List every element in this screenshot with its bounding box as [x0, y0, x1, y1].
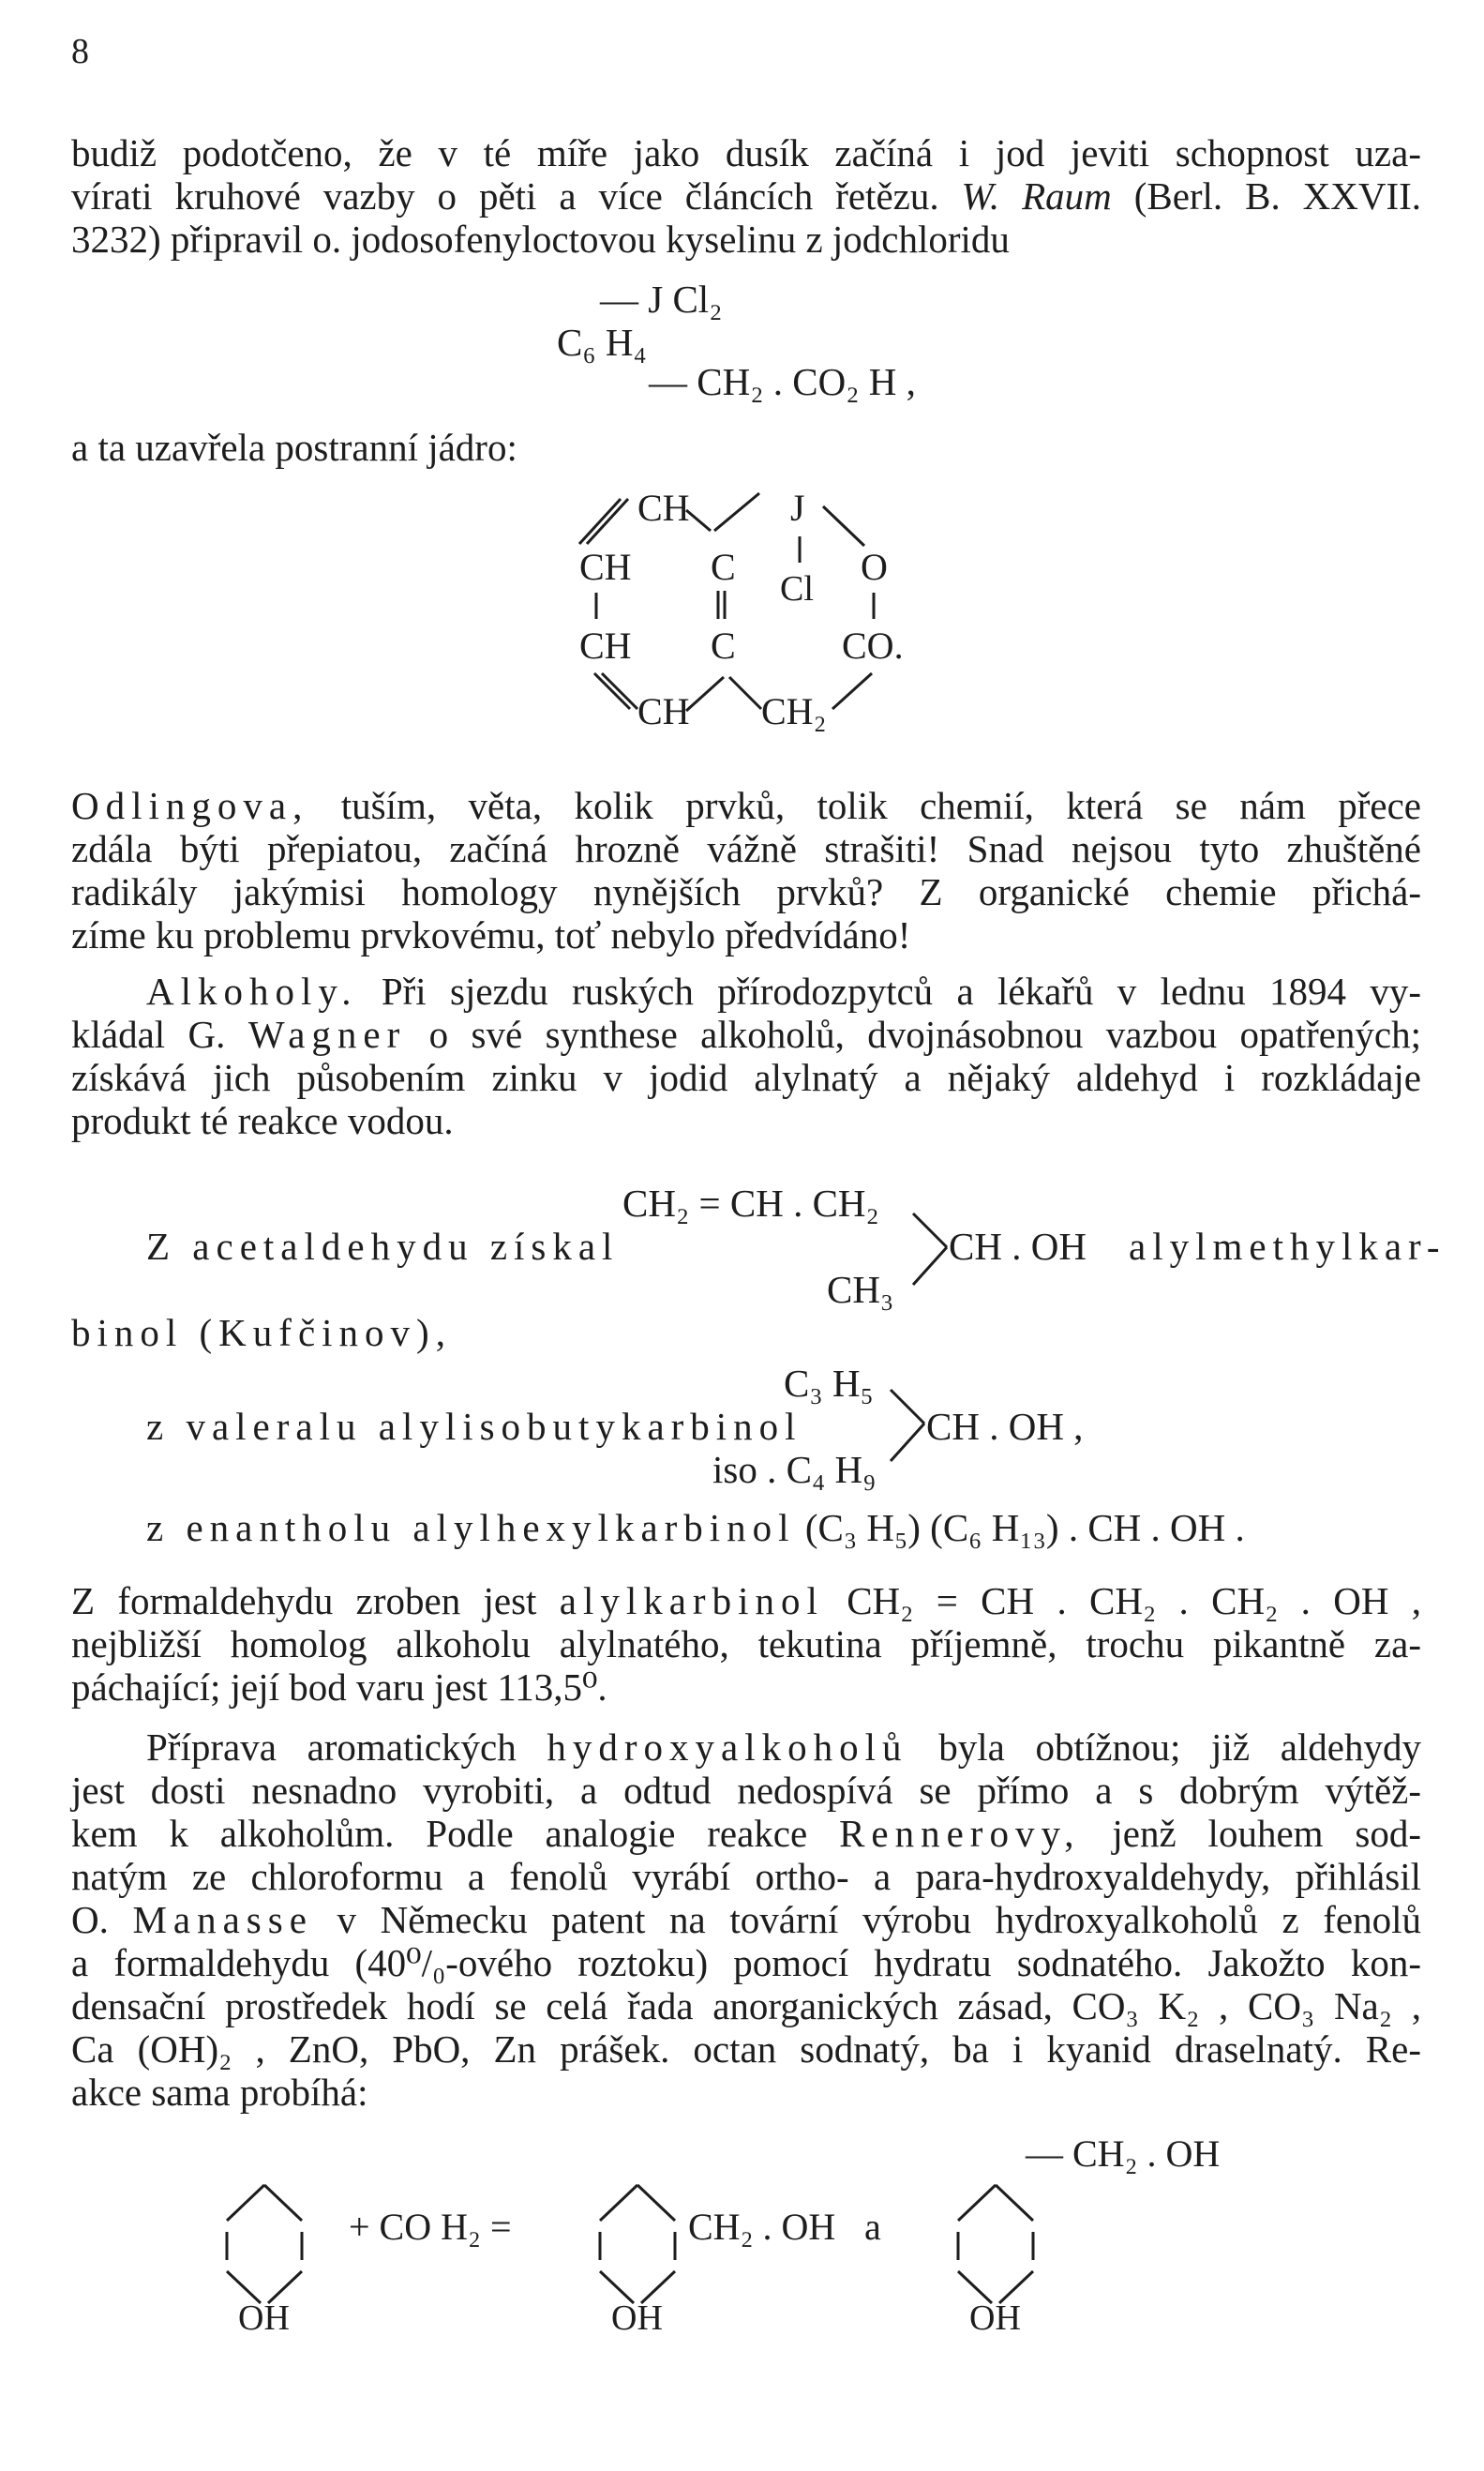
valer-bottom: iso . C₄ H₉	[712, 1448, 877, 1491]
p1-line-2: zdála býti přepiatou, začíná hrozně vážně strašiti! Snad nejsou tyto zhuštěné	[71, 827, 1421, 870]
enant-line	[146, 1506, 1245, 1549]
intro-line-1: budiž podotčeno, že v té míře jako dusík začíná i jod jeviti schopnost uza-	[71, 131, 1421, 174]
p3-line-3: páchající; její bod varu jest 113,5⁰.	[71, 1665, 607, 1709]
p4-line-5-c: v Německu patent na tovární výrobu hydroxyalkoholů z fenolů	[337, 1898, 1422, 1941]
p2-line-3: získává jich působením zinku v jodid alylnatý a nějaký aldehyd i rozkládaje	[71, 1056, 1421, 1099]
p1-line-1	[71, 784, 1421, 827]
acet-cont: binol (Kufčinov),	[71, 1311, 452, 1354]
intro-line-2	[71, 174, 1421, 218]
p1-line-4: zíme ku problemu prvkovému, toť nebylo předvídáno!	[71, 913, 911, 957]
hydroxyalkoholu: hydroxyalkoholů	[547, 1725, 908, 1769]
p4-line-9: akce sama probíhá:	[71, 2071, 368, 2114]
reaction-oh-3: OH	[969, 2298, 1021, 2335]
p4-line-8: Ca (OH)₂ , ZnO, PbO, Zn prášek. octan sodnatý, ba i kyanid draselnatý. Re-	[71, 2027, 1421, 2071]
enant-label: z enantholu alylhexylkarbinol	[146, 1506, 796, 1549]
benzene-ring-2	[600, 2185, 675, 2303]
acet-top: CH₂ = CH . CH₂	[622, 1182, 879, 1225]
ring-structure	[562, 478, 956, 760]
page-number: 8	[71, 32, 89, 71]
ring-j: J	[790, 487, 805, 529]
p4-line-3-a: kem k alkoholům. Podle analogie reakce	[71, 1812, 808, 1855]
acet-mid: CH . OH	[949, 1225, 1087, 1268]
reaction-oh-1: OH	[238, 2298, 290, 2335]
p1-line-1-text: tuším, věta, kolik prvků, tolik chemií, která se nám přece	[340, 784, 1422, 827]
p4-line-1-a: Příprava aromatických	[146, 1725, 517, 1769]
p2-line-2-c: o své synthese alkoholů, dvojnásobnou vazbou opatřených;	[428, 1013, 1422, 1056]
ring-c-lower: C	[711, 625, 736, 667]
reaction-product-1: CH₂ . OH	[688, 2206, 836, 2248]
reaction-oh-2: OH	[611, 2298, 663, 2335]
valer-label	[146, 1405, 802, 1448]
author-raum: W. Raum	[961, 174, 1112, 218]
p4-line-5	[71, 1898, 1421, 1941]
valer-mid: CH . OH ,	[926, 1405, 1084, 1448]
p2-line-2-a: kládal G.	[71, 1013, 226, 1056]
wagner: Wagner	[247, 1013, 407, 1056]
formula1-top: — J Cl₂	[600, 278, 723, 321]
p3-line-1-formula: CH₂ = CH . CH₂ . CH₂ . OH ,	[847, 1579, 1422, 1622]
intro-line-3: 3232) připravil o. jodosofenyloctovou kyselinu z jodchloridu	[71, 218, 1010, 261]
ring-o: O	[861, 546, 888, 588]
ring-ch2: CH₂	[761, 690, 827, 732]
ring-ch-top: CH	[637, 487, 690, 529]
benzene-ring-1	[227, 2185, 302, 2303]
p3-line-2: nejbližší homolog alkoholu alylnatého, tekutina příjemně, trochu pikantně za-	[71, 1622, 1421, 1665]
p4-line-6: a formaldehydu (40⁰/₀-ového roztoku) pomocí hydratu sodnatého. Jakožto kon-	[71, 1941, 1421, 1984]
p4-line-2: jest dosti nesnadno vyrobiti, a odtud nedospívá se přímo a s dobrým výtěž-	[71, 1769, 1421, 1812]
citation: (Berl. B. XXVII.	[1133, 174, 1422, 218]
acet-suffix: alylmethylkar-	[1129, 1225, 1447, 1268]
ring-ch-lower: CH	[579, 625, 632, 667]
odlingova: Odlingova,	[71, 784, 309, 827]
p3-line-1-a: Z formaldehydu zroben jest	[71, 1579, 537, 1622]
reaction-product-2: — CH₂ . OH	[1026, 2132, 1221, 2175]
intro-line-2-text: vírati kruhové vazby o pěti a více článcích řetězu.	[71, 174, 939, 218]
alkoholy-heading: Alkoholy.	[146, 970, 358, 1013]
p4-line-4: natým ze chloroformu a fenolů vyrábí ortho- a para-hydroxyaldehydy, přihlásil	[71, 1855, 1421, 1898]
closes-label: a ta uzavřela postranní jádro:	[71, 426, 517, 469]
ring-ch-left: CH	[579, 546, 632, 588]
rennerovy: Rennerovy,	[839, 1812, 1081, 1855]
reaction-scheme	[206, 2119, 1312, 2335]
ring-c-upper: C	[711, 546, 736, 588]
p4-line-3	[71, 1812, 1421, 1855]
p4-line-5-a: O.	[71, 1898, 109, 1941]
p2-line-1	[146, 970, 1421, 1013]
alylkarbinol: alylkarbinol	[559, 1579, 824, 1622]
ring-cl: Cl	[780, 569, 814, 609]
formula1-bottom: — CH₂ . CO₂ H ,	[649, 360, 916, 403]
reaction-and: a	[864, 2206, 881, 2248]
p4-line-1	[146, 1725, 1421, 1769]
valer-top: C₃ H₅	[784, 1362, 874, 1405]
valer-label-text: z valeralu alylisobutykarbinol	[146, 1405, 802, 1448]
p2-line-4: produkt té reakce vodou.	[71, 1099, 454, 1142]
p4-line-7: densační prostředek hodí se celá řada anorganických zásad, CO₃ K₂ , CO₃ Na₂ ,	[71, 1984, 1421, 2027]
acet-label: Z acetaldehydu získal	[146, 1225, 620, 1268]
p2-line-2	[71, 1013, 1421, 1056]
acet-bottom: CH₃	[827, 1268, 894, 1311]
p2-line-1-text: Při sjezdu ruských přírodozpytců a lékařů v lednu 1894 vy-	[381, 970, 1421, 1013]
formula1-left: C₆ H₄	[557, 321, 647, 364]
enant-formula: (C₃ H₅) (C₆ H₁₃) . CH . OH .	[804, 1506, 1245, 1549]
manasse: Manasse	[132, 1898, 313, 1941]
benzene-ring-3	[958, 2185, 1033, 2303]
p4-line-3-c: jenž louhem sod-	[1112, 1812, 1421, 1855]
p3-line-1	[71, 1579, 1421, 1622]
p4-line-1-c: byla obtížnou; již aldehydy	[938, 1725, 1421, 1769]
ring-ch-bottom: CH	[637, 690, 690, 732]
reaction-plus: + CO H₂ =	[349, 2206, 512, 2248]
ring-co: CO.	[842, 625, 904, 667]
p1-line-3: radikály jakýmisi homology nynějších prvků? Z organické chemie přichá-	[71, 870, 1421, 913]
